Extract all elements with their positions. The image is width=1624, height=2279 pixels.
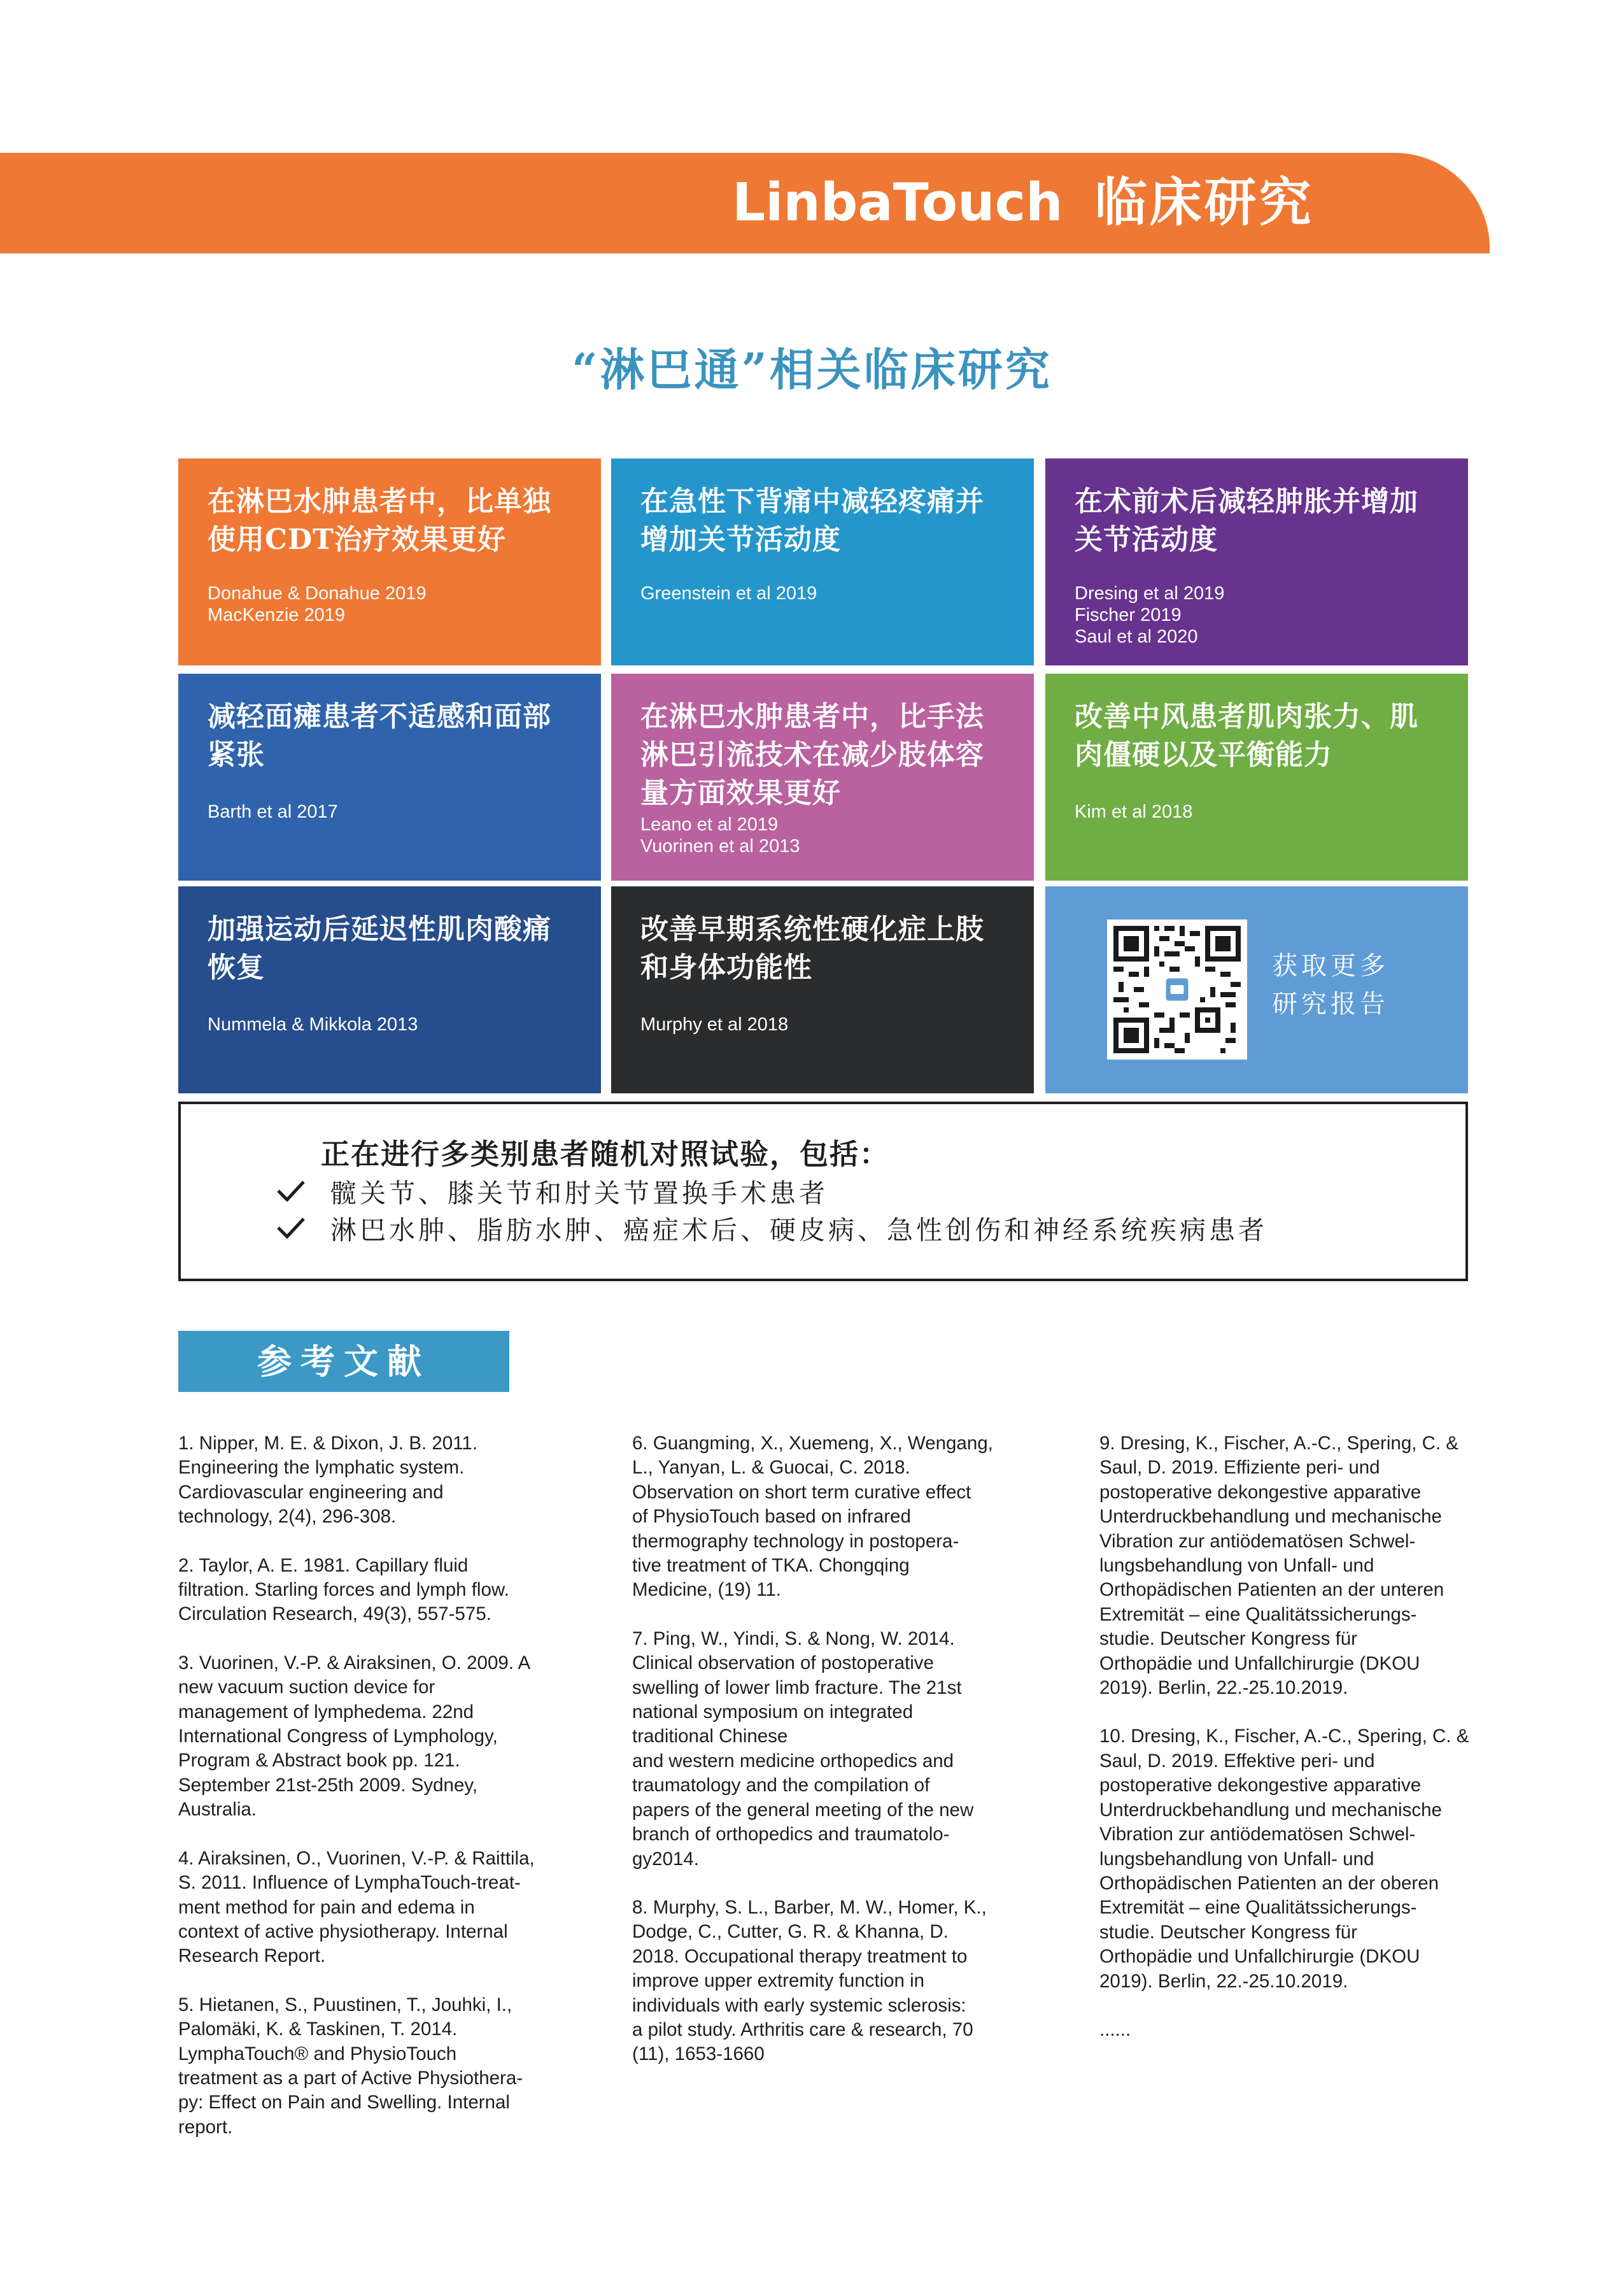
qr-caption-line: 获取更多	[1272, 951, 1389, 981]
trial-item-text: 髋关节、膝关节和肘关节置换手术患者	[330, 1177, 828, 1209]
tile-ref: Greenstein et al 2019	[640, 583, 817, 604]
tile-refs	[640, 583, 817, 604]
references-column-2	[632, 1431, 1014, 2091]
references-label: 参考文献	[178, 1331, 509, 1392]
study-tile-3	[1045, 458, 1468, 665]
study-tile-6	[1045, 674, 1468, 881]
qr-tile[interactable]	[1045, 886, 1468, 1093]
study-tile-8	[611, 886, 1034, 1093]
tile-ref: Saul et al 2020	[1075, 627, 1198, 647]
tile-title: 改善早期系统性硬化症上肢和身体功能性	[640, 913, 984, 984]
tile-title: 在淋巴水肿患者中，比手法淋巴引流技术在减少肢体容量方面效果更好	[640, 700, 984, 809]
header-subtitle: 临床研究	[1094, 173, 1314, 233]
trial-item	[273, 1210, 1267, 1246]
reference-item: 8. Murphy, S. L., Barber, M. W., Homer, K., Dodge, C., Cutter, G. R. & Khanna, D. 2018. Occupational therapy treatment to improve upper extremity function in individuals with early systemic sclerosis: a pilot study. Arthritis care & research, 70 (11), 1653-1660	[632, 1896, 987, 2065]
tile-refs	[1075, 801, 1192, 823]
check-icon	[273, 1210, 311, 1246]
tile-ref: Nummela & Mikkola 2013	[208, 1014, 418, 1035]
tile-refs	[640, 814, 800, 857]
reference-item: 7. Ping, W., Yindi, S. & Nong, W. 2014. Clinical observation of postoperative swelling of lower limb fracture. The 21st national symposium on integrated traditional Chinese and western medicine orthopedics and traumatology and the compilation of papers of the general meeting of the new branch of orthopedics and traumatolo- gy2014.	[632, 1628, 974, 1870]
tile-ref: Donahue & Donahue 2019	[208, 583, 427, 604]
ongoing-trials-box	[178, 1102, 1468, 1281]
reference-item: 2. Taylor, A. E. 1981. Capillary fluid filtration. Starling forces and lymph flow. Circulation Research, 49(3), 557-575.	[178, 1554, 509, 1625]
header-title	[732, 168, 1314, 238]
reference-item: 3. Vuorinen, V.-P. & Airaksinen, O. 2009. A new vacuum suction device for management of lymphedema. 22nd International Congress of Lymphology, Program & Abstract book pp. 121. September 21st-25th 2009. Sydney, Australia.	[178, 1652, 531, 1821]
tile-refs	[1075, 583, 1224, 648]
reference-item: 4. Airaksinen, O., Vuorinen, V.-P. & Raittila, S. 2011. Influence of LymphaTouch-treat- ment method for pain and edema in context of active physiotherapy. Internal Research Report.	[178, 1847, 535, 1967]
qr-caption	[1272, 947, 1389, 1023]
tile-ref: Kim et al 2018	[1075, 802, 1193, 822]
check-icon	[273, 1173, 311, 1209]
reference-item: 10. Dresing, K., Fischer, A.-C., Spering, C. & Saul, D. 2019. Effektive peri- und postoperative dekongestive apparative Unterdruckbehandlung und mechanische Vibration zur antiödematösen Schwel- lungsbehandlung von Unfall- und Orthopädischen Patienten an der oberen Extremität – eine Qualitätssicherungs- studie. Deutscher Kongress für Orthopädie und Unfallchirurgie (DKOU 2019). Berlin, 22.-25.10.2019.	[1099, 1726, 1469, 1992]
tile-ref: Vuorinen et al 2013	[640, 836, 800, 856]
study-tile-7	[178, 886, 601, 1093]
qr-code-icon[interactable]	[1107, 919, 1247, 1060]
reference-item: 6. Guangming, X., Xuemeng, X., Wengang, L., Yanyan, L. & Guocai, C. 2018. Observation on short term curative effect of PhysioTouch based on infrared thermography technology in postopera- tive treatment of TKA. Chongqing Medicine, (19) 11.	[632, 1433, 993, 1601]
tile-ref: Murphy et al 2018	[640, 1014, 789, 1035]
tile-title: 在淋巴水肿患者中，比单独使用CDT治疗效果更好	[208, 485, 551, 556]
tile-title: 改善中风患者肌肉张力、肌肉僵硬以及平衡能力	[1075, 700, 1418, 771]
tile-ref: MacKenzie 2019	[208, 605, 346, 625]
trial-item-text: 淋巴水肿、脂肪水肿、癌症术后、硬皮病、急性创伤和神经系统疾病患者	[330, 1214, 1267, 1246]
tile-refs	[640, 1014, 788, 1035]
trial-item	[273, 1173, 828, 1209]
qr-caption-line: 研究报告	[1272, 990, 1389, 1019]
study-tile-4	[178, 674, 601, 881]
study-tile-1	[178, 458, 601, 665]
reference-item: 1. Nipper, M. E. & Dixon, J. B. 2011. Engineering the lymphatic system. Cardiovascular engineering and technology, 2(4), 296-308.	[178, 1433, 478, 1528]
tile-refs	[208, 1014, 418, 1035]
study-tile-2	[611, 458, 1034, 665]
brand-name: LinbaTouch	[732, 173, 1063, 233]
section-title: “淋巴通”相关临床研究	[572, 343, 1052, 396]
tile-ref: Fischer 2019	[1075, 605, 1182, 625]
reference-item: 9. Dresing, K., Fischer, A.-C., Spering, C. & Saul, D. 2019. Effiziente peri- und postoperative dekongestive apparative Unterdruckbehandlung und mechanische Vibration zur antiödematösen Schwel- lungsbehandlung von Unfall- und Orthopädischen Patienten an der unteren Extremität – eine Qualitätssicherungs- studie. Deutscher Kongress für Orthopädie und Unfallchirurgie (DKOU 2019). Berlin, 22.-25.10.2019.	[1099, 1433, 1458, 1699]
tile-title: 减轻面瘫患者不适感和面部紧张	[208, 700, 551, 771]
tile-ref: Dresing et al 2019	[1075, 583, 1225, 604]
tile-title: 在急性下背痛中减轻疼痛并增加关节活动度	[640, 485, 984, 556]
tile-title: 加强运动后延迟性肌肉酸痛恢复	[208, 913, 551, 984]
tile-refs	[208, 801, 338, 823]
references-column-1	[178, 1431, 560, 2164]
tile-ref: Leano et al 2019	[640, 814, 779, 835]
trials-heading: 正在进行多类别患者随机对照试验，包括：	[321, 1137, 890, 1171]
reference-item: ......	[1099, 2019, 1131, 2040]
tile-refs	[208, 583, 426, 626]
tile-title: 在术前术后减轻肿胀并增加关节活动度	[1075, 485, 1418, 556]
references-column-3	[1099, 1431, 1481, 2066]
study-tile-5	[611, 674, 1034, 881]
tile-ref: Barth et al 2017	[208, 802, 338, 822]
reference-item: 5. Hietanen, S., Puustinen, T., Jouhki, I., Palomäki, K. & Taskinen, T. 2014. LymphaTouch® and PhysioTouch treatment as a part of Active Physiothera- py: Effect on Pain and Swelling. Internal report.	[178, 1994, 523, 2138]
